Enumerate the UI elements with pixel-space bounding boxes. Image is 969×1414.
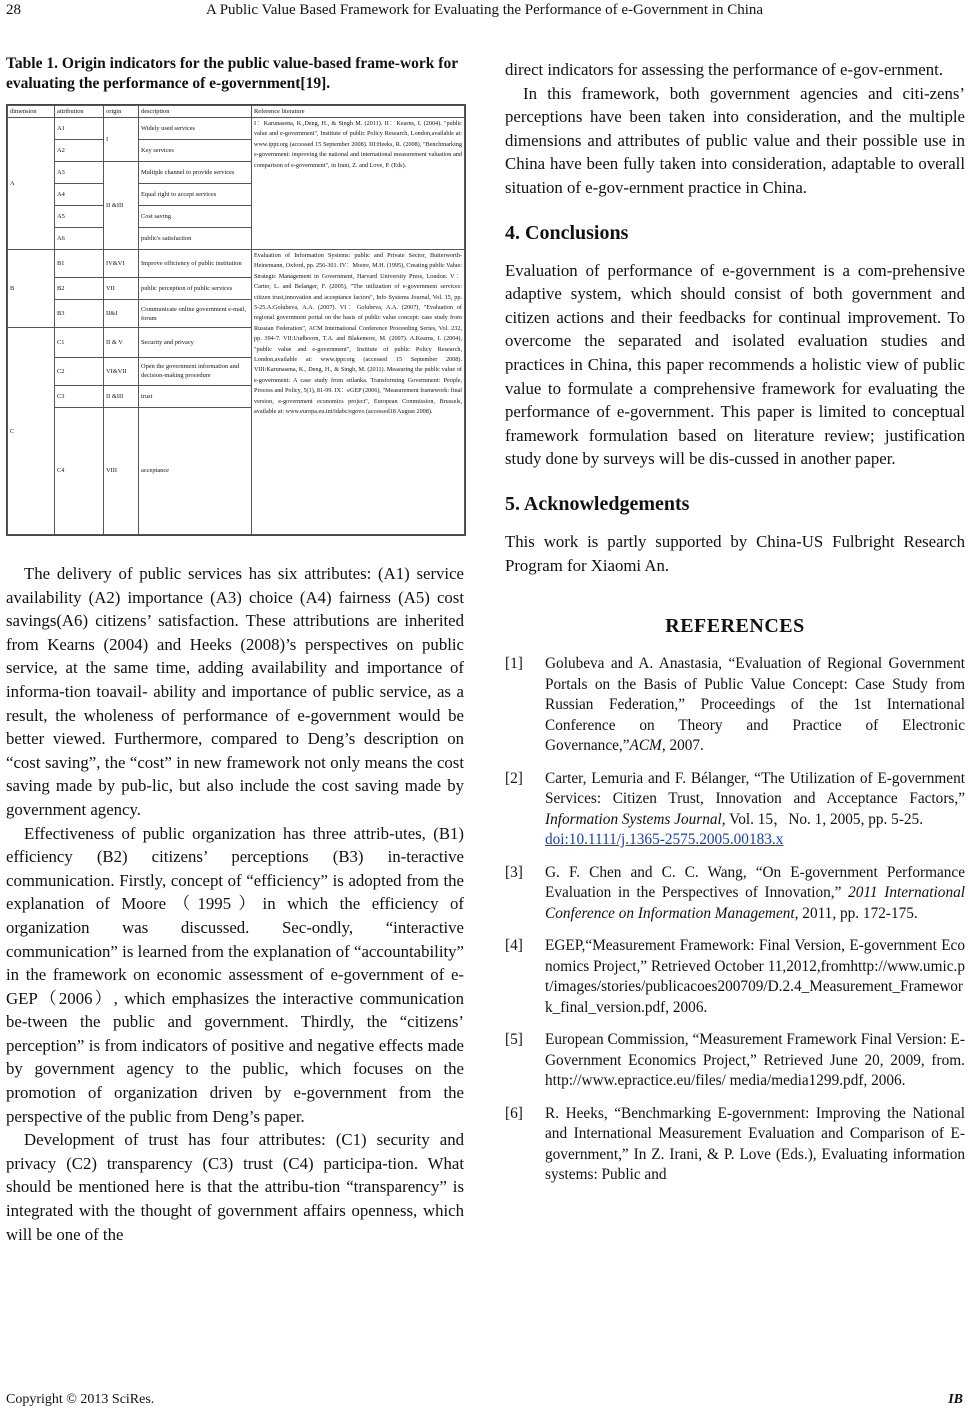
description-cell: Widely used services <box>139 118 252 140</box>
attribution-cell: C2 <box>55 357 104 385</box>
reference-item <box>505 769 965 851</box>
attribution-cell: A4 <box>55 184 104 206</box>
reference-text: Golubeva and A. Anastasia, “Evaluation of Regional Government Portals on the Basis of Public Value Concept: Case Study from Russian Federation,” Proceedings of the 1st International Conference on Theory and Practice of Electronic Governance,” <box>545 655 965 755</box>
table-header-cell: attribution <box>55 106 104 118</box>
reference-text: EGEP,“Measurement Framework: Final Version, E-government Economics Project,” Retrieved October 11,2012,fromhttp://www.umic.pt/images/stories/publicacoes200709/D.2.4_Measurement_Framework_final_version.pdf, 2006. <box>545 937 965 1016</box>
paragraph: direct indicators for assessing the performance of e-gov-ernment. <box>505 60 944 79</box>
origin-cell: I <box>104 118 139 162</box>
reference-number: [2] <box>505 769 523 787</box>
attribution-cell: A3 <box>55 162 104 184</box>
reference-text: , 2007. <box>661 737 704 755</box>
reference-item <box>505 1030 965 1092</box>
reference-item <box>505 863 965 925</box>
origin-cell: II & V <box>104 328 139 358</box>
dimension-cell: A <box>8 118 55 250</box>
description-cell: public perception of public services <box>139 278 252 300</box>
reference-number: [6] <box>505 1104 523 1122</box>
paragraph: Effectiveness of public organization has three attrib-utes, (B1) efficiency (B2) citizens’ perceptions (B3) in-teractive communication. Firstly, concept of “efficiency” is adopted from the explanation of Moore（1995）in which the efficiency of organization was discussed. Sec-ondly, “interactive communication” is learned from the explanation of “accountability” in the framework on economic assessment of e-government of e-GEP（2006）, which emphasizes the interactive communication be-tween the public and government. Thirdly, the “citizens’ perception” is from indicators of positive and negative effects made by government agency to the public, which focuses on the promotion of organization driven by e-government from the perspective of the public from Deng’s paper. <box>6 823 464 1126</box>
table-header-cell: dimension <box>8 106 55 118</box>
table-header-cell: origin <box>104 106 139 118</box>
attribution-cell: A2 <box>55 140 104 162</box>
reference-text: European Commission, “Measurement Framework Final Version: E-Government Economics Project,” Retrieved June 20, 2009, from. http://www.epractice.eu/files/ media/media1299.pdf, 2006. <box>545 1031 965 1090</box>
paragraph: The delivery of public services has six attributes: (A1) service availability (A2) importance (A3) choice (A4) fairness (A5) cost savings(A6) citizens’ satisfaction. These attributions are inherited from Kearns (2004) and Heeks (2008)’s perspectives on public service, at the same time, adding availability and importance of informa-tion toavail- ability and importance of public service, as a result, the wholeness of performance of e-government would be better viewed. Furthermore, compared to Deng’s description on “cost saving”, the “cost” in new framework not only means the cost saving made by pub-lic, but also include the cost saving made by government agency. <box>6 564 464 819</box>
description-cell: acceptance <box>139 407 252 535</box>
paragraph: This work is partly supported by China-US Fulbright Research Program for Xiaomi An. <box>505 531 965 575</box>
reference-literature-cell: I：Karunasena, K.,Deng, H., & Singh M. (2011). II：Kearns, I. (2004). "public value and e-government", Institute of public Policy Research, London,available at: www.ippr.org (accessed 15 September 2008). III:Heeks, R. (2008), "Benchmarking e-government: improving the national and international measurement valuation and comparison of e-government", in Irani, Z. and Love, P. (Eds). <box>252 118 465 250</box>
description-cell: Multiple channel to provide services <box>139 162 252 184</box>
attribution-cell: A5 <box>55 206 104 228</box>
reference-text: Vol. 15，No. 1, 2005, pp. 5-25. <box>725 810 924 828</box>
attribution-cell: C3 <box>55 385 104 407</box>
description-cell: public's satisfaction <box>139 228 252 250</box>
attribution-cell: C1 <box>55 328 104 358</box>
description-cell: Equal right to accept services <box>139 184 252 206</box>
description-cell: Open the government information and decision-making procedure <box>139 357 252 385</box>
origin-cell: II &III <box>104 162 139 250</box>
journal-abbreviation: IB <box>948 1392 963 1407</box>
reference-number: [1] <box>505 655 523 673</box>
origin-cell: VI&VII <box>104 357 139 385</box>
indicator-table <box>6 104 466 536</box>
doi-link[interactable]: doi:10.1111/j.1365-2575.2005.00183.x <box>545 831 784 849</box>
reference-number: [4] <box>505 937 523 955</box>
origin-cell: VII <box>104 278 139 300</box>
running-title: A Public Value Based Framework for Evaluating the Performance of e-Government in China <box>205 2 764 18</box>
page-number: 28 <box>6 2 21 18</box>
copyright-notice: Copyright © 2013 SciRes. <box>6 1392 155 1407</box>
reference-number: [5] <box>505 1031 523 1049</box>
description-cell: Key services <box>139 140 252 162</box>
attribution-cell: C4 <box>55 407 104 535</box>
description-cell: Improve efficiency of public institution <box>139 250 252 278</box>
page-header <box>0 2 969 22</box>
paragraph: Evaluation of performance of e-government is a com-prehensive adaptive system, which should consist of both government and citizen actions and their feedbacks for continual improvement. To overcome the separated and isolated evaluation studies and practices in China, this paper recommends a holistic view of public value to formulate a comprehensive framework for evaluating the performance of e-government. This paper is limited to conceptual framework formulation based on literature review; justification study done by surveys will be dis-cussed in another paper. <box>505 260 965 469</box>
attribution-cell: B3 <box>55 300 104 328</box>
description-cell: Communicate online government e-mail, forum <box>139 300 252 328</box>
paragraph: Development of trust has four attributes: (C1) security and privacy (C2) transparency (C3) trust (C4) participa-tion. What should be mentioned here is that the attribu-tion “transparency” is integrated with the thought of government affairs openness, which will be one of the <box>6 1130 464 1244</box>
description-cell: trust <box>139 385 252 407</box>
attribution-cell: B1 <box>55 250 104 278</box>
attribution-cell: A1 <box>55 118 104 140</box>
reference-literature-cell: Evaluation of Information Systems: public and Private Sector, Butterworth-Heinemann, Oxford, pp. 256-301. IV：Moore, M.H. (1995), Creating public Value: Strategic Management in Government, Harvard University Press, London. V：Carter, L. and Belanger, F. (2005), "The utilization of e-government services: citizen trust,innovation and acceptance factors", Info Systems Journal, Vol. 15, pp. 5-25.A:Golubeva, A.A. (2007). VI：Golubeva, A.A. (2007), "Evaluation of regional government portal on the basis of public value concept: case study from Russian Federation", ACM International Conference Proceeding Series, Vol. 232, pp. 394-7. VII:Uudhoorn, T.A. and Blakemore, M. (2007). A.Kearns, I. (2004), "public value and e-government", Institute of public Policy Research, London,available at: www.ippr.org (accessed 15 September 2008). VIII:Karunasena, K., Deng, H., & Singh, M. (2011). Measuring the public value of e-government: A case study from srilanka. Transforming Government: People, Process and Policy, 5(1), 81-99. IX：eGEP (2006), "Measurement framework: final version, e-government economics project", European Commission, Brussels, available at: www.europa.eu.int/idabc/egovo (accessed18 August 2008). <box>252 250 465 535</box>
reference-text: G. F. Chen and C. C. Wang, “On E-government Performance Evaluation in the Perspectives of Innovation,” <box>545 863 965 902</box>
section-heading-acknowledgements: 5. Acknowledgements <box>505 492 690 515</box>
reference-item <box>505 936 965 1018</box>
right-column <box>505 58 965 1198</box>
section-heading-conclusions: 4. Conclusions <box>505 221 629 244</box>
paragraph: In this framework, both government agencies and citi-zens’ perceptions have been taken into consideration, and the multiple dimensions and attributes of public value and their possible use in China have been fully taken into consideration, adaptable to overall situation of e-gov-ernment practice in China. <box>505 83 965 197</box>
dimension-cell: C <box>8 328 55 535</box>
reference-item <box>505 654 965 757</box>
reference-venue: ACM <box>629 737 662 755</box>
reference-text: 2011, pp. 172-175. <box>798 904 918 922</box>
description-cell: Security and privacy <box>139 328 252 358</box>
attribution-cell: A6 <box>55 228 104 250</box>
description-cell: Cost saving <box>139 206 252 228</box>
origin-cell: II&I <box>104 300 139 328</box>
reference-text: Carter, Lemuria and F. Bélanger, “The Utilization of E‐government Services: Citizen Trust, Innovation and Acceptance Factors,” <box>545 769 965 808</box>
references-heading: REFERENCES <box>665 615 805 638</box>
origin-cell: II &III <box>104 385 139 407</box>
page-footer <box>0 1392 969 1412</box>
table-header-cell: description <box>139 106 252 118</box>
reference-venue: Information Systems Journal, <box>545 810 726 828</box>
reference-text: R. Heeks, “Benchmarking E-government: Improving the National and International Measurement Evaluation and Comparison of E-government,” In Z. Irani, & P. Love (Eds.), Evaluating information systems: Public and <box>545 1104 965 1184</box>
reference-item <box>505 1104 965 1186</box>
reference-venue: 2011 International Conference on Information Management, <box>545 884 966 922</box>
attribution-cell: B2 <box>55 278 104 300</box>
left-column <box>6 48 464 112</box>
origin-cell: IV&VI <box>104 250 139 278</box>
table-caption: Table 1. Origin indicators for the public value-based frame-work for evaluating the performance of e-government[19]. <box>6 55 458 92</box>
dimension-cell: B <box>8 250 55 328</box>
origin-cell: VIII <box>104 407 139 535</box>
left-body-text <box>6 562 464 1246</box>
table-header-cell: Reference literature <box>252 106 465 118</box>
reference-number: [3] <box>505 863 523 881</box>
